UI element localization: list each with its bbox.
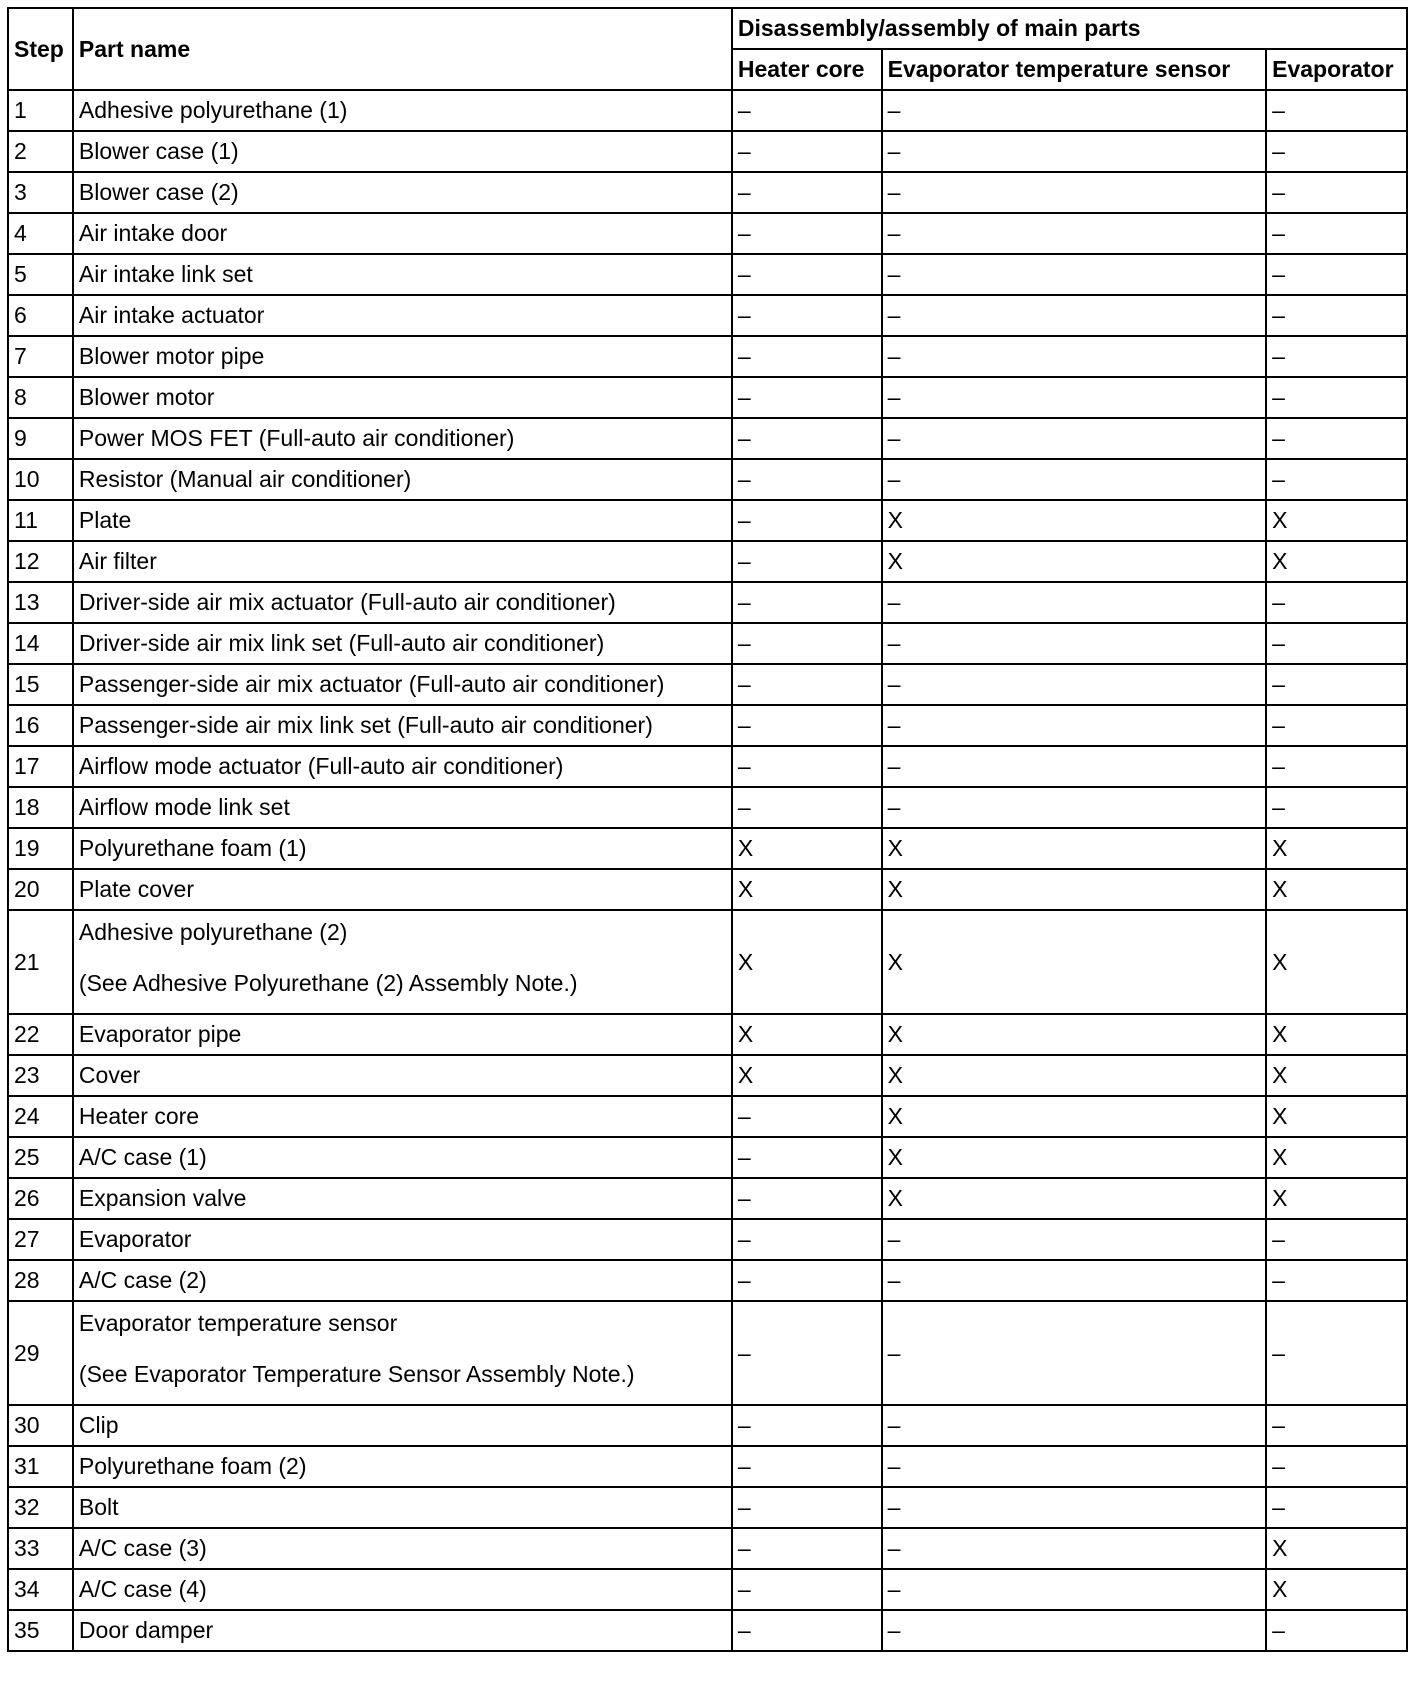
step-header: Step	[8, 8, 73, 90]
evaporator-temperature-sensor-mark: –	[882, 213, 1266, 254]
heater-core-mark: X	[732, 869, 882, 910]
part-name-cell	[73, 1014, 732, 1055]
table-row	[8, 1096, 1407, 1137]
part-name: Air filter	[78, 548, 157, 574]
evaporator-mark: –	[1266, 418, 1407, 459]
heater-core-mark: –	[732, 623, 882, 664]
heater-core-mark: –	[732, 664, 882, 705]
evaporator-mark: –	[1266, 746, 1407, 787]
main-parts-group-header: Disassembly/assembly of main parts	[732, 8, 1407, 49]
step-number: 25	[8, 1137, 73, 1178]
heater-core-mark: –	[732, 705, 882, 746]
evaporator-temperature-sensor-mark: –	[882, 377, 1266, 418]
table-row	[8, 131, 1407, 172]
step-number: 33	[8, 1528, 73, 1569]
part-name-cell	[73, 131, 732, 172]
evaporator-temperature-sensor-mark: –	[882, 746, 1266, 787]
table-row	[8, 1014, 1407, 1055]
part-name: Driver-side air mix actuator (Full-auto air conditioner)	[78, 589, 616, 615]
part-name: Blower case (2)	[78, 179, 239, 205]
heater-core-mark: –	[732, 1446, 882, 1487]
part-name: Clip	[78, 1412, 119, 1438]
step-number: 20	[8, 869, 73, 910]
part-name-cell	[73, 1487, 732, 1528]
part-name-cell	[73, 377, 732, 418]
part-name-cell	[73, 254, 732, 295]
evaporator-mark: X	[1266, 541, 1407, 582]
step-number: 16	[8, 705, 73, 746]
evaporator-temperature-sensor-mark: –	[882, 787, 1266, 828]
table-row	[8, 1055, 1407, 1096]
table-row	[8, 377, 1407, 418]
part-name: Cover	[78, 1062, 141, 1088]
evaporator-temperature-sensor-mark: –	[882, 131, 1266, 172]
step-number: 18	[8, 787, 73, 828]
evaporator-temperature-sensor-mark: –	[882, 623, 1266, 664]
evaporator-temperature-sensor-header: Evaporator temperature sensor	[882, 49, 1266, 90]
evaporator-temperature-sensor-mark: –	[882, 1405, 1266, 1446]
step-number: 10	[8, 459, 73, 500]
part-name: Adhesive polyurethane (2)	[78, 919, 348, 945]
part-name: A/C case (1)	[78, 1144, 207, 1170]
part-name: Adhesive polyurethane (1)	[78, 97, 348, 123]
evaporator-temperature-sensor-mark: X	[882, 541, 1266, 582]
table-row	[8, 336, 1407, 377]
evaporator-temperature-sensor-mark: X	[882, 1055, 1266, 1096]
heater-core-mark: –	[732, 131, 882, 172]
table-row	[8, 1405, 1407, 1446]
part-name-cell	[73, 787, 732, 828]
evaporator-temperature-sensor-mark: –	[882, 664, 1266, 705]
evaporator-temperature-sensor-mark: –	[882, 90, 1266, 131]
table-row	[8, 541, 1407, 582]
table-row	[8, 746, 1407, 787]
evaporator-mark: –	[1266, 1301, 1407, 1405]
part-name-cell	[73, 910, 732, 1014]
evaporator-mark: X	[1266, 500, 1407, 541]
heater-core-mark: –	[732, 1569, 882, 1610]
part-name: Expansion valve	[78, 1185, 247, 1211]
table-row	[8, 787, 1407, 828]
step-number: 29	[8, 1301, 73, 1405]
part-name-cell	[73, 1137, 732, 1178]
heater-core-mark: –	[732, 213, 882, 254]
part-name: Air intake link set	[78, 261, 253, 287]
part-name: Power MOS FET (Full-auto air conditioner)	[78, 425, 515, 451]
table-row	[8, 1301, 1407, 1405]
step-number: 6	[8, 295, 73, 336]
table-row	[8, 254, 1407, 295]
part-name: Bolt	[78, 1494, 119, 1520]
assembly-note: (See Adhesive Polyurethane (2) Assembly Note.)	[78, 970, 578, 996]
evaporator-temperature-sensor-mark: –	[882, 1446, 1266, 1487]
table-row	[8, 1487, 1407, 1528]
evaporator-temperature-sensor-mark: –	[882, 418, 1266, 459]
evaporator-mark: –	[1266, 254, 1407, 295]
part-name: Blower case (1)	[78, 138, 239, 164]
evaporator-mark: –	[1266, 1260, 1407, 1301]
step-number: 7	[8, 336, 73, 377]
heater-core-mark: X	[732, 828, 882, 869]
table-row	[8, 910, 1407, 1014]
table-row	[8, 500, 1407, 541]
part-name-header: Part name	[73, 8, 732, 90]
heater-core-mark: –	[732, 1219, 882, 1260]
evaporator-mark: –	[1266, 90, 1407, 131]
part-name-cell	[73, 172, 732, 213]
evaporator-mark: –	[1266, 1610, 1407, 1651]
heater-core-mark: –	[732, 336, 882, 377]
heater-core-mark: X	[732, 1014, 882, 1055]
part-name: Door damper	[78, 1617, 214, 1643]
evaporator-temperature-sensor-mark: –	[882, 1260, 1266, 1301]
part-name: Blower motor pipe	[78, 343, 265, 369]
evaporator-temperature-sensor-mark: –	[882, 1301, 1266, 1405]
part-name-cell	[73, 1405, 732, 1446]
evaporator-temperature-sensor-mark: X	[882, 1014, 1266, 1055]
step-number: 4	[8, 213, 73, 254]
part-name-cell	[73, 1569, 732, 1610]
evaporator-temperature-sensor-mark: –	[882, 1569, 1266, 1610]
part-name-cell	[73, 1446, 732, 1487]
part-name-cell	[73, 1610, 732, 1651]
heater-core-mark: –	[732, 746, 882, 787]
table-header	[8, 8, 1407, 90]
table-row	[8, 1178, 1407, 1219]
evaporator-temperature-sensor-mark: –	[882, 582, 1266, 623]
evaporator-mark: –	[1266, 705, 1407, 746]
step-number: 2	[8, 131, 73, 172]
table-row	[8, 623, 1407, 664]
evaporator-mark: X	[1266, 1096, 1407, 1137]
step-number: 27	[8, 1219, 73, 1260]
evaporator-mark: –	[1266, 582, 1407, 623]
part-name: Blower motor	[78, 384, 215, 410]
part-name: Evaporator temperature sensor	[78, 1310, 398, 1336]
evaporator-mark: –	[1266, 459, 1407, 500]
table-row	[8, 1446, 1407, 1487]
part-name: Evaporator pipe	[78, 1021, 242, 1047]
part-name-cell	[73, 1301, 732, 1405]
part-name: Passenger-side air mix actuator (Full-auto air conditioner)	[78, 671, 665, 697]
evaporator-temperature-sensor-mark: –	[882, 1219, 1266, 1260]
heater-core-mark: –	[732, 1096, 882, 1137]
evaporator-mark: X	[1266, 1178, 1407, 1219]
part-name: Plate	[78, 507, 132, 533]
part-name-cell	[73, 582, 732, 623]
table-row	[8, 1528, 1407, 1569]
table-row	[8, 869, 1407, 910]
evaporator-temperature-sensor-mark: –	[882, 172, 1266, 213]
part-name-cell	[73, 828, 732, 869]
step-number: 30	[8, 1405, 73, 1446]
evaporator-temperature-sensor-mark: –	[882, 254, 1266, 295]
step-number: 13	[8, 582, 73, 623]
table-row	[8, 213, 1407, 254]
step-number: 23	[8, 1055, 73, 1096]
evaporator-mark: X	[1266, 1055, 1407, 1096]
table-row	[8, 664, 1407, 705]
table-row	[8, 1610, 1407, 1651]
heater-core-mark: X	[732, 1055, 882, 1096]
evaporator-mark: –	[1266, 1487, 1407, 1528]
heater-core-mark: –	[732, 1301, 882, 1405]
step-number: 26	[8, 1178, 73, 1219]
evaporator-temperature-sensor-mark: –	[882, 705, 1266, 746]
evaporator-mark: –	[1266, 623, 1407, 664]
evaporator-mark: X	[1266, 910, 1407, 1014]
heater-core-mark: –	[732, 1405, 882, 1446]
part-name-cell	[73, 500, 732, 541]
heater-core-mark: –	[732, 1137, 882, 1178]
table-row	[8, 90, 1407, 131]
part-name-cell	[73, 90, 732, 131]
heater-core-mark: –	[732, 1610, 882, 1651]
evaporator-mark: –	[1266, 664, 1407, 705]
step-number: 19	[8, 828, 73, 869]
step-number: 15	[8, 664, 73, 705]
heater-core-mark: –	[732, 541, 882, 582]
heater-core-mark: –	[732, 1528, 882, 1569]
evaporator-mark: –	[1266, 172, 1407, 213]
table-row	[8, 705, 1407, 746]
heater-core-mark: –	[732, 582, 882, 623]
evaporator-mark: X	[1266, 828, 1407, 869]
table-row	[8, 1137, 1407, 1178]
evaporator-temperature-sensor-mark: –	[882, 459, 1266, 500]
evaporator-mark: –	[1266, 1219, 1407, 1260]
part-name-cell	[73, 1096, 732, 1137]
table-row	[8, 459, 1407, 500]
part-name-cell	[73, 295, 732, 336]
evaporator-mark: X	[1266, 1569, 1407, 1610]
part-name-cell	[73, 541, 732, 582]
table-row	[8, 172, 1407, 213]
evaporator-temperature-sensor-mark: –	[882, 295, 1266, 336]
evaporator-temperature-sensor-mark: X	[882, 869, 1266, 910]
part-name-cell	[73, 869, 732, 910]
evaporator-mark: –	[1266, 131, 1407, 172]
heater-core-mark: –	[732, 418, 882, 459]
step-number: 34	[8, 1569, 73, 1610]
part-name-cell	[73, 213, 732, 254]
part-name-cell	[73, 1055, 732, 1096]
heater-core-mark: –	[732, 90, 882, 131]
step-number: 12	[8, 541, 73, 582]
step-number: 14	[8, 623, 73, 664]
part-name: Heater core	[78, 1103, 200, 1129]
part-name: Driver-side air mix link set (Full-auto air conditioner)	[78, 630, 605, 656]
assembly-note: (See Evaporator Temperature Sensor Assembly Note.)	[78, 1361, 635, 1387]
step-number: 32	[8, 1487, 73, 1528]
part-name-cell	[73, 664, 732, 705]
step-number: 5	[8, 254, 73, 295]
table-row	[8, 582, 1407, 623]
part-name: A/C case (4)	[78, 1576, 207, 1602]
part-name: Air intake door	[78, 220, 228, 246]
part-name: A/C case (2)	[78, 1267, 207, 1293]
heater-core-mark: –	[732, 787, 882, 828]
step-number: 21	[8, 910, 73, 1014]
evaporator-temperature-sensor-mark: X	[882, 910, 1266, 1014]
heater-core-mark: –	[732, 459, 882, 500]
heater-core-header: Heater core	[732, 49, 882, 90]
part-name-cell	[73, 623, 732, 664]
step-number: 3	[8, 172, 73, 213]
part-name-cell	[73, 1219, 732, 1260]
part-name: A/C case (3)	[78, 1535, 207, 1561]
evaporator-temperature-sensor-mark: X	[882, 828, 1266, 869]
evaporator-mark: X	[1266, 1014, 1407, 1055]
evaporator-temperature-sensor-mark: –	[882, 1528, 1266, 1569]
heater-core-mark: –	[732, 1260, 882, 1301]
heater-core-mark: –	[732, 295, 882, 336]
step-number: 24	[8, 1096, 73, 1137]
step-number: 11	[8, 500, 73, 541]
evaporator-temperature-sensor-mark: –	[882, 1487, 1266, 1528]
part-name: Airflow mode link set	[78, 794, 290, 820]
part-name: Passenger-side air mix link set (Full-auto air conditioner)	[78, 712, 653, 738]
heater-core-mark: –	[732, 1487, 882, 1528]
evaporator-temperature-sensor-mark: X	[882, 1096, 1266, 1137]
part-name: Polyurethane foam (1)	[78, 835, 307, 861]
evaporator-mark: –	[1266, 1405, 1407, 1446]
heater-core-mark: –	[732, 500, 882, 541]
table-row	[8, 828, 1407, 869]
step-number: 9	[8, 418, 73, 459]
part-name-cell	[73, 1178, 732, 1219]
part-name: Airflow mode actuator (Full-auto air conditioner)	[78, 753, 564, 779]
evaporator-mark: –	[1266, 295, 1407, 336]
part-name-cell	[73, 336, 732, 377]
heater-core-mark: X	[732, 910, 882, 1014]
step-number: 1	[8, 90, 73, 131]
part-name: Evaporator	[78, 1226, 192, 1252]
evaporator-mark: X	[1266, 869, 1407, 910]
step-number: 17	[8, 746, 73, 787]
part-name-cell	[73, 1528, 732, 1569]
table-body	[8, 90, 1407, 1651]
heater-core-mark: –	[732, 172, 882, 213]
evaporator-header: Evaporator	[1266, 49, 1407, 90]
evaporator-temperature-sensor-mark: –	[882, 1610, 1266, 1651]
table-row	[8, 295, 1407, 336]
step-number: 31	[8, 1446, 73, 1487]
parts-table	[7, 7, 1408, 1652]
part-name-cell	[73, 459, 732, 500]
table-row	[8, 1569, 1407, 1610]
evaporator-mark: X	[1266, 1528, 1407, 1569]
table-row	[8, 1260, 1407, 1301]
header-row-top	[8, 8, 1407, 49]
part-name-cell	[73, 1260, 732, 1301]
part-name-cell	[73, 746, 732, 787]
part-name: Polyurethane foam (2)	[78, 1453, 307, 1479]
step-number: 8	[8, 377, 73, 418]
evaporator-mark: –	[1266, 787, 1407, 828]
part-name: Resistor (Manual air conditioner)	[78, 466, 412, 492]
table-row	[8, 1219, 1407, 1260]
heater-core-mark: –	[732, 377, 882, 418]
evaporator-temperature-sensor-mark: –	[882, 336, 1266, 377]
heater-core-mark: –	[732, 254, 882, 295]
part-name: Air intake actuator	[78, 302, 265, 328]
evaporator-temperature-sensor-mark: X	[882, 500, 1266, 541]
step-number: 22	[8, 1014, 73, 1055]
evaporator-mark: X	[1266, 1137, 1407, 1178]
part-name-cell	[73, 705, 732, 746]
evaporator-mark: –	[1266, 336, 1407, 377]
part-name-cell	[73, 418, 732, 459]
evaporator-temperature-sensor-mark: X	[882, 1178, 1266, 1219]
step-number: 28	[8, 1260, 73, 1301]
heater-core-mark: –	[732, 1178, 882, 1219]
evaporator-temperature-sensor-mark: X	[882, 1137, 1266, 1178]
evaporator-mark: –	[1266, 1446, 1407, 1487]
table-row	[8, 418, 1407, 459]
evaporator-mark: –	[1266, 213, 1407, 254]
step-number: 35	[8, 1610, 73, 1651]
evaporator-mark: –	[1266, 377, 1407, 418]
part-name: Plate cover	[78, 876, 194, 902]
